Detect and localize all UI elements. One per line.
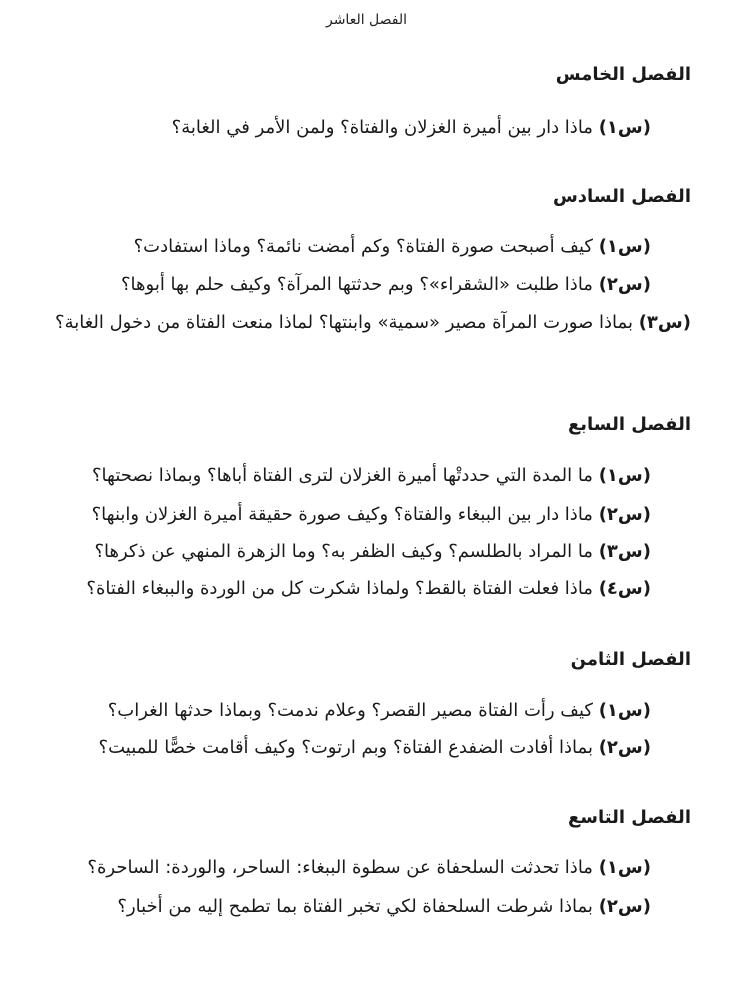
question-text: ما المراد بالطلسم؟ وكيف الظفر به؟ وما الزهرة المنهي عن ذكرها؟ bbox=[94, 541, 593, 562]
question-text: ماذا دار بين الببغاء والفتاة؟ وكيف صورة حقيقة أميرة الغزلان وابنها؟ bbox=[91, 504, 593, 525]
question-text: بماذا أفادت الضفدع الفتاة؟ وبم ارتوت؟ وكيف أقامت خصًّا للمبيت؟ bbox=[98, 737, 593, 758]
question-text: ماذا تحدثت السلحفاة عن سطوة الببغاء: الساحر، والوردة: الساحرة؟ bbox=[87, 857, 593, 878]
question-text: بماذا شرطت السلحفاة لكي تخبر الفتاة بما تطمح إليه من أخبار؟ bbox=[117, 896, 593, 917]
chapter-title-9: الفصل التاسع bbox=[568, 807, 691, 828]
question-number: (س٢) bbox=[598, 274, 651, 295]
question-number: (س١) bbox=[598, 700, 651, 721]
question-7-2 bbox=[92, 504, 651, 525]
question-5-1 bbox=[172, 117, 651, 138]
chapter-title-5: الفصل الخامس bbox=[555, 64, 691, 85]
question-text: ماذا فعلت الفتاة بالقط؟ ولماذا شكرت كل من الوردة والببغاء الفتاة؟ bbox=[86, 578, 593, 599]
question-7-4 bbox=[86, 578, 651, 599]
question-text: كيف رأت الفتاة مصير القصر؟ وعلام ندمت؟ وبماذا حدثها الغراب؟ bbox=[107, 700, 593, 721]
question-text: ماذا طلبت «الشقراء»؟ وبم حدثتها المرآة؟ وكيف حلم بها أبوها؟ bbox=[120, 274, 593, 295]
question-number: (س٢) bbox=[598, 504, 651, 525]
question-9-1 bbox=[87, 857, 651, 878]
chapter-title-6: الفصل السادس bbox=[552, 186, 691, 207]
question-number: (س١) bbox=[598, 465, 651, 486]
question-number: (س١) bbox=[598, 236, 651, 257]
question-number: (س١) bbox=[598, 117, 651, 138]
question-7-1 bbox=[92, 465, 651, 486]
question-number: (س٢) bbox=[598, 737, 651, 758]
running-header: الفصل العاشر bbox=[325, 12, 408, 28]
chapter-title-8: الفصل الثامن bbox=[570, 649, 691, 670]
question-text: بماذا صورت المرآة مصير «سمية» وابنتها؟ لماذا منعت الفتاة من دخول الغابة؟ bbox=[55, 312, 633, 333]
question-text: ما المدة التي حددتْها أميرة الغزلان لترى الفتاة أباها؟ وبماذا نصحتها؟ bbox=[92, 465, 593, 486]
question-8-2 bbox=[99, 737, 651, 758]
question-number: (س٤) bbox=[598, 578, 651, 599]
question-9-2 bbox=[117, 896, 651, 917]
chapter-title-7: الفصل السابع bbox=[567, 414, 691, 435]
question-number: (س٣) bbox=[638, 312, 691, 333]
question-text: ماذا دار بين أميرة الغزلان والفتاة؟ ولمن الأمر في الغابة؟ bbox=[171, 117, 593, 138]
question-6-1 bbox=[134, 236, 651, 257]
question-7-3 bbox=[94, 541, 651, 562]
question-number: (س١) bbox=[598, 857, 651, 878]
question-6-2 bbox=[121, 274, 651, 295]
question-text: كيف أصبحت صورة الفتاة؟ وكم أمضت نائمة؟ وماذا استفادت؟ bbox=[133, 236, 593, 257]
question-number: (س٢) bbox=[598, 896, 651, 917]
question-8-1 bbox=[108, 700, 651, 721]
question-number: (س٣) bbox=[598, 541, 651, 562]
question-6-3 bbox=[44, 306, 691, 340]
